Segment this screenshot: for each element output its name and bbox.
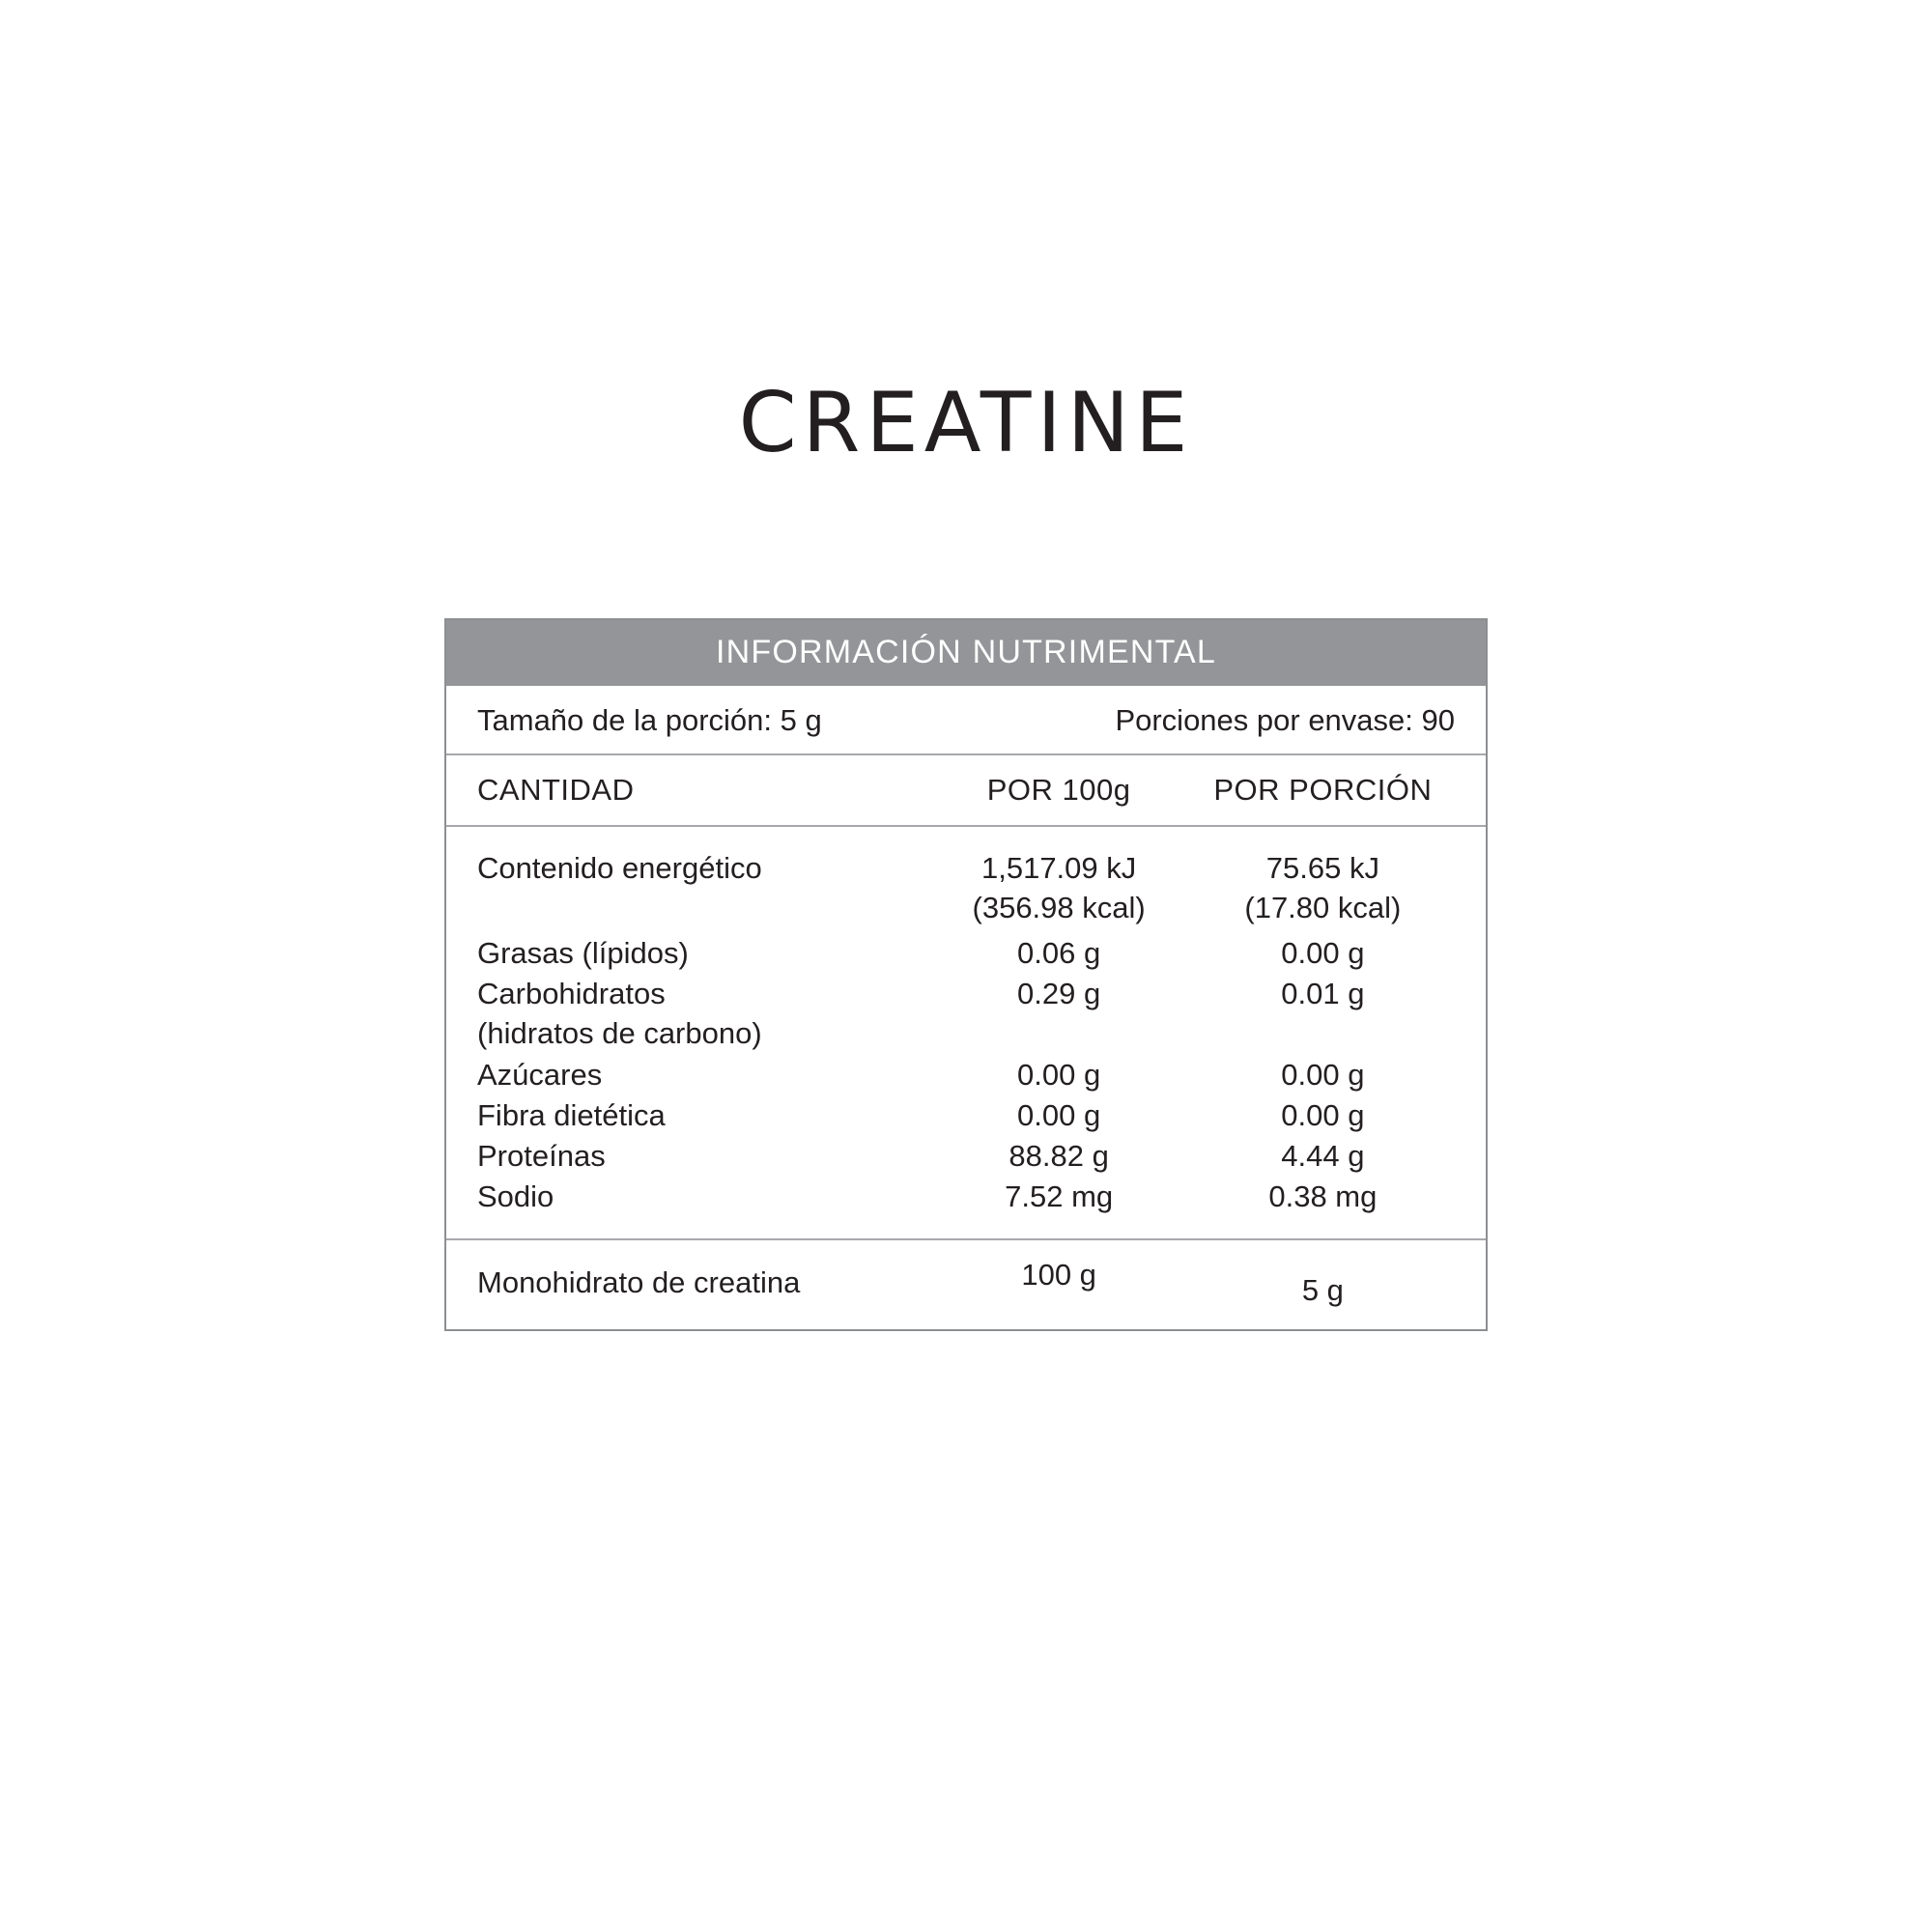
nutrient-value-fiber-per-100g: 0.00 g	[1017, 1098, 1101, 1132]
column-header-amount: CANTIDAD	[477, 773, 635, 807]
nutrient-value-sugars-per-100g: 0.00 g	[1017, 1058, 1101, 1092]
serving-info-row	[446, 686, 1486, 755]
column-headers-row	[446, 755, 1486, 827]
column-header-per-serving: POR PORCIÓN	[1213, 773, 1433, 807]
table-row-creatine	[446, 1240, 1486, 1329]
nutrient-label-fats: Grasas (lípidos)	[477, 936, 689, 970]
nutrient-label-energy: Contenido energético	[477, 851, 762, 885]
nutrient-rows	[446, 827, 1486, 1240]
nutrient-label-proteins: Proteínas	[477, 1139, 606, 1173]
nutrient-value-energy-per-100g: 1,517.09 kJ	[980, 851, 1137, 885]
nutrient-label-fiber: Fibra dietética	[477, 1098, 666, 1132]
nutrient-value-proteins-per-serving: 4.44 g	[1281, 1139, 1365, 1173]
table-row	[477, 1095, 1455, 1136]
nutrition-facts-panel	[444, 618, 1488, 1331]
table-row	[477, 1055, 1455, 1095]
table-row	[477, 1177, 1455, 1217]
nutrient-value-carbohydrates-per-serving: 0.01 g	[1281, 977, 1365, 1010]
table-row	[477, 889, 1455, 933]
nutrient-value-energy-per-serving: 75.65 kJ	[1265, 851, 1379, 885]
table-row	[477, 974, 1455, 1014]
nutrient-value-sodium-per-serving: 0.38 mg	[1268, 1179, 1378, 1213]
nutrient-label-creatine-monohydrate: Monohidrato de creatina	[477, 1265, 801, 1299]
nutrient-label-sodium: Sodio	[477, 1179, 554, 1213]
nutrient-value-fats-per-serving: 0.00 g	[1281, 936, 1365, 970]
serving-size-label: Tamaño de la porción: 5 g	[477, 703, 822, 737]
panel-header: INFORMACIÓN NUTRIMENTAL	[446, 620, 1486, 686]
nutrient-value-fats-per-100g: 0.06 g	[1017, 936, 1101, 970]
nutrient-value-energy-kcal-per-100g: (356.98 kcal)	[972, 891, 1146, 924]
nutrient-value-energy-kcal-per-serving: (17.80 kcal)	[1244, 891, 1402, 924]
nutrient-value-proteins-per-100g: 88.82 g	[1009, 1139, 1109, 1173]
nutrient-label-carbohydrates-sublabel: (hidratos de carbono)	[477, 1016, 762, 1050]
column-header-per-100g: POR 100g	[986, 773, 1131, 807]
table-row	[477, 1136, 1455, 1177]
table-row	[477, 933, 1455, 974]
nutrient-value-sodium-per-100g: 7.52 mg	[1005, 1179, 1114, 1213]
nutrient-label-sugars: Azúcares	[477, 1058, 603, 1092]
nutrient-value-sugars-per-serving: 0.00 g	[1281, 1058, 1365, 1092]
nutrient-value-creatine-per-100g: 100 g	[1021, 1258, 1096, 1292]
table-row	[477, 848, 1455, 889]
nutrient-value-carbohydrates-per-100g: 0.29 g	[1017, 977, 1101, 1010]
nutrient-label-carbohydrates: Carbohidratos	[477, 977, 666, 1010]
page-title: CREATINE	[738, 375, 1194, 471]
nutrient-value-creatine-per-serving: 5 g	[1301, 1273, 1344, 1307]
servings-per-container-label: Porciones por envase: 90	[1115, 703, 1455, 737]
nutrient-value-fiber-per-serving: 0.00 g	[1281, 1098, 1365, 1132]
